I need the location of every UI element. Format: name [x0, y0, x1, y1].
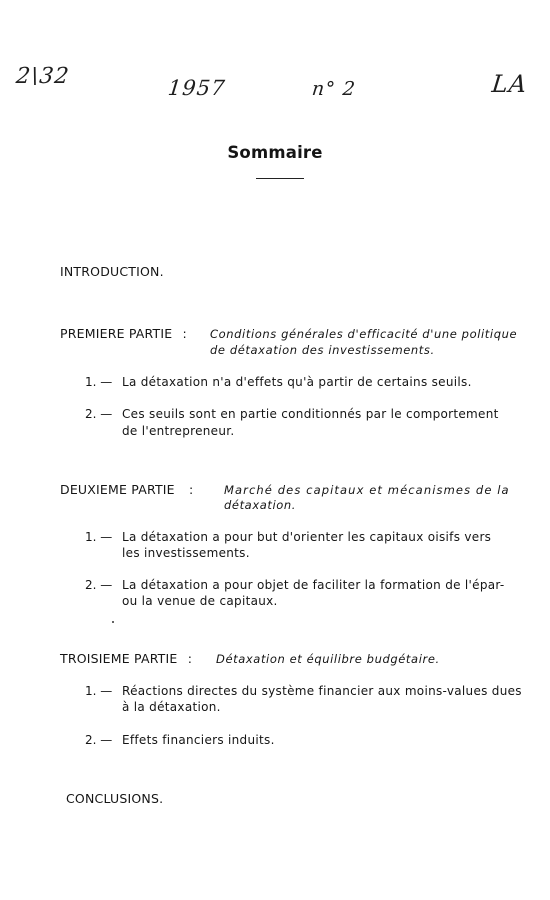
item-number: 2. —: [85, 733, 113, 747]
conclusions-heading: CONCLUSIONS.: [66, 791, 164, 806]
part-label: TROISIEME PARTIE: [60, 651, 178, 666]
part-2-item-2-line-2: ou la venue de capitaux.: [122, 594, 278, 608]
part-separator: :: [187, 651, 193, 666]
part-2-item-2-line-1: La détaxation a pour objet de faciliter la formation de l'épar-: [122, 578, 505, 592]
part-3-label: [60, 651, 192, 667]
part-2-label: [60, 482, 193, 498]
part-1-item-2-line-1: Ces seuils sont en partie conditionnés par le comportement: [122, 407, 499, 421]
item-number: 2. —: [85, 578, 113, 592]
handwritten-annotation: LA: [490, 70, 529, 98]
part-2-title-line-1: Marché des capitaux et mécanismes de la: [224, 483, 510, 497]
part-1-title-line-2: de détaxation des investissements.: [210, 343, 435, 357]
part-separator: :: [188, 482, 194, 497]
part-2-title-line-2: détaxation.: [224, 498, 297, 512]
page-title: Sommaire: [227, 143, 323, 162]
item-number: 1. —: [85, 684, 113, 698]
part-3-item-1-line-1: Réactions directes du système financier aux moins-values dues: [122, 684, 522, 698]
part-2-item-1-line-1: La détaxation a pour but d'orienter les capitaux oisifs vers: [122, 530, 492, 544]
part-separator: :: [182, 326, 187, 341]
item-number: 1. —: [85, 530, 113, 544]
part-2-item-1-line-2: les investissements.: [122, 546, 250, 560]
handwritten-annotation: 1957: [166, 76, 227, 100]
part-1-title-line-1: Conditions générales d'efficacité d'une politique: [210, 327, 518, 341]
part-1-item-1-line-1: La détaxation n'a d'effets qu'à partir de certains seuils.: [122, 375, 472, 389]
part-3-title-line-1: Détaxation et équilibre budgétaire.: [216, 652, 440, 666]
part-3-item-1-line-2: à la détaxation.: [122, 700, 221, 714]
item-number: 2. —: [85, 407, 113, 421]
stray-mark: [112, 621, 114, 623]
handwritten-annotation: 2\32: [14, 64, 71, 89]
item-number: 1. —: [85, 375, 113, 389]
part-label: PREMIERE PARTIE: [60, 326, 173, 341]
handwritten-annotation: n° 2: [310, 78, 358, 100]
part-1-label: [60, 326, 187, 342]
part-1-item-2-line-2: de l'entrepreneur.: [122, 424, 235, 438]
title-underline: [256, 178, 304, 179]
introduction-heading: INTRODUCTION.: [60, 264, 164, 279]
part-3-item-2-line-1: Effets financiers induits.: [122, 733, 275, 747]
part-label: DEUXIEME PARTIE: [60, 482, 175, 497]
